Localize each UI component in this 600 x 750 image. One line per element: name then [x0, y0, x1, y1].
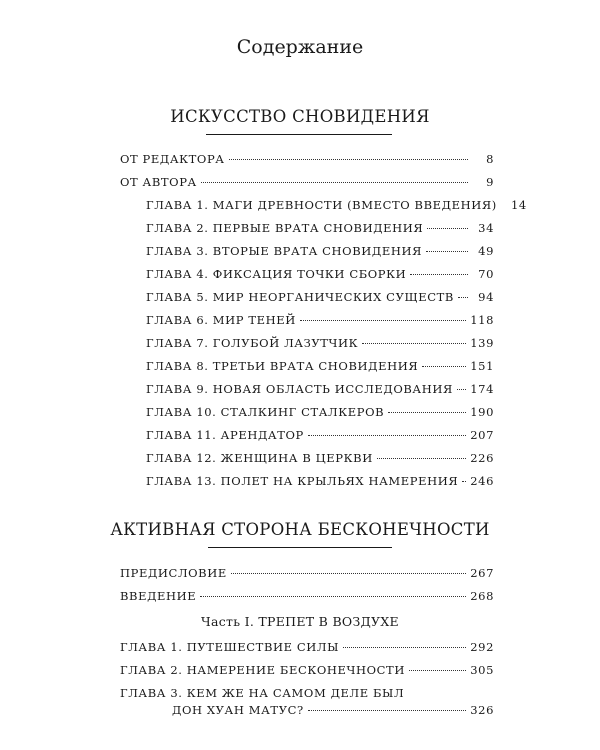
- dot-leader: [457, 389, 466, 390]
- dot-leader: [362, 343, 466, 344]
- toc-page: 8: [486, 152, 494, 166]
- toc-page: 94: [478, 290, 494, 304]
- toc-page: 34: [478, 221, 494, 235]
- toc-label: ГЛАВА 6. МИР ТЕНЕЙ: [146, 313, 296, 327]
- toc-entry-chapter-3[interactable]: [146, 244, 494, 258]
- toc-entry-preface[interactable]: [120, 566, 494, 580]
- toc-label: ГЛАВА 9. НОВАЯ ОБЛАСТЬ ИССЛЕДОВАНИЯ: [146, 382, 453, 396]
- toc-entry-author[interactable]: [120, 175, 494, 189]
- toc-label: ПРЕДИСЛОВИЕ: [120, 566, 227, 580]
- toc-entry-part1-chapter-2[interactable]: [120, 663, 494, 677]
- toc-entry-chapter-5[interactable]: [146, 290, 494, 304]
- page-title: Содержание: [236, 36, 364, 58]
- toc-entry-chapter-6[interactable]: [146, 313, 494, 327]
- toc-entry-chapter-4[interactable]: [146, 267, 494, 281]
- toc-page: 139: [470, 336, 494, 350]
- section-divider: [206, 134, 392, 135]
- toc-entry-chapter-10[interactable]: [146, 405, 494, 419]
- toc-entry-introduction[interactable]: [120, 589, 494, 603]
- toc-entry-chapter-1[interactable]: [146, 198, 527, 212]
- toc-label: ГЛАВА 11. АРЕНДАТОР: [146, 428, 304, 442]
- toc-page: 9: [486, 175, 494, 189]
- toc-entry-chapter-11[interactable]: [146, 428, 494, 442]
- toc-page: 70: [478, 267, 494, 281]
- toc-page: 268: [470, 589, 494, 603]
- toc-label: ГЛАВА 1. МАГИ ДРЕВНОСТИ (ВМЕСТО ВВЕДЕНИЯ): [146, 198, 497, 212]
- dot-leader: [229, 159, 468, 160]
- section-title-book2: АКТИВНАЯ СТОРОНА БЕСКОНЕЧНОСТИ: [110, 520, 490, 539]
- dot-leader: [231, 573, 466, 574]
- toc-entry-chapter-7[interactable]: [146, 336, 494, 350]
- dot-leader: [308, 710, 466, 711]
- toc-entry-part1-chapter-3-line1[interactable]: ГЛАВА 3. КЕМ ЖЕ НА САМОМ ДЕЛЕ БЫЛ: [120, 686, 405, 700]
- toc-label: ГЛАВА 2. ПЕРВЫЕ ВРАТА СНОВИДЕНИЯ: [146, 221, 424, 235]
- toc-label: ОТ РЕДАКТОРА: [120, 152, 225, 166]
- toc-entry-chapter-13[interactable]: [146, 474, 494, 488]
- toc-page: 292: [470, 640, 494, 654]
- part-title: Часть I. ТРЕПЕТ В ВОЗДУХЕ: [200, 614, 399, 629]
- toc-page: 49: [478, 244, 494, 258]
- dot-leader: [427, 228, 468, 229]
- toc-page: 118: [470, 313, 494, 327]
- toc-label: ГЛАВА 1. ПУТЕШЕСТВИЕ СИЛЫ: [120, 640, 340, 654]
- toc-page: 246: [470, 474, 494, 488]
- toc-label: ГЛАВА 5. МИР НЕОРГАНИЧЕСКИХ СУЩЕСТВ: [146, 290, 454, 304]
- dot-leader: [300, 320, 466, 321]
- section-title-book1: ИСКУССТВО СНОВИДЕНИЯ: [170, 107, 430, 126]
- toc-page: 267: [470, 566, 494, 580]
- toc-page: 207: [470, 428, 494, 442]
- dot-leader: [308, 435, 466, 436]
- toc-page: 226: [470, 451, 494, 465]
- toc-label: ГЛАВА 8. ТРЕТЬИ ВРАТА СНОВИДЕНИЯ: [146, 359, 419, 373]
- toc-label: ДОН ХУАН МАТУС?: [172, 703, 304, 717]
- toc-entry-chapter-12[interactable]: [146, 451, 494, 465]
- toc-page: 190: [470, 405, 494, 419]
- toc-entry-part1-chapter-3[interactable]: [172, 703, 494, 717]
- dot-leader: [462, 481, 466, 482]
- toc-label: ОТ АВТОРА: [120, 175, 197, 189]
- dot-leader: [410, 274, 468, 275]
- toc-label: ГЛАВА 10. СТАЛКИНГ СТАЛКЕРОВ: [146, 405, 385, 419]
- dot-leader: [343, 647, 466, 648]
- toc-entry-part1-chapter-1[interactable]: [120, 640, 494, 654]
- dot-leader: [377, 458, 466, 459]
- toc-entry-chapter-2[interactable]: [146, 221, 494, 235]
- dot-leader: [422, 366, 466, 367]
- toc-page: 151: [470, 359, 494, 373]
- toc-label: ГЛАВА 3. ВТОРЫЕ ВРАТА СНОВИДЕНИЯ: [146, 244, 422, 258]
- toc-entry-editor[interactable]: [120, 152, 494, 166]
- dot-leader: [388, 412, 466, 413]
- dot-leader: [409, 670, 466, 671]
- toc-page: 326: [470, 703, 494, 717]
- toc-label: ГЛАВА 12. ЖЕНЩИНА В ЦЕРКВИ: [146, 451, 373, 465]
- dot-leader: [458, 297, 468, 298]
- toc-label: ГЛАВА 2. НАМЕРЕНИЕ БЕСКОНЕЧНОСТИ: [120, 663, 405, 677]
- toc-page: 14: [510, 198, 527, 212]
- toc-label: ГЛАВА 13. ПОЛЕТ НА КРЫЛЬЯХ НАМЕРЕНИЯ: [146, 474, 459, 488]
- toc-label: ГЛАВА 7. ГОЛУБОЙ ЛАЗУТЧИК: [146, 336, 359, 350]
- section-divider: [208, 547, 392, 548]
- dot-leader: [200, 596, 466, 597]
- toc-label: ГЛАВА 4. ФИКСАЦИЯ ТОЧКИ СБОРКИ: [146, 267, 407, 281]
- dot-leader: [201, 182, 468, 183]
- toc-label: ВВЕДЕНИЕ: [120, 589, 197, 603]
- toc-entry-chapter-9[interactable]: [146, 382, 494, 396]
- toc-page: 305: [470, 663, 494, 677]
- toc-entry-chapter-8[interactable]: [146, 359, 494, 373]
- dot-leader: [426, 251, 468, 252]
- toc-page: 174: [470, 382, 494, 396]
